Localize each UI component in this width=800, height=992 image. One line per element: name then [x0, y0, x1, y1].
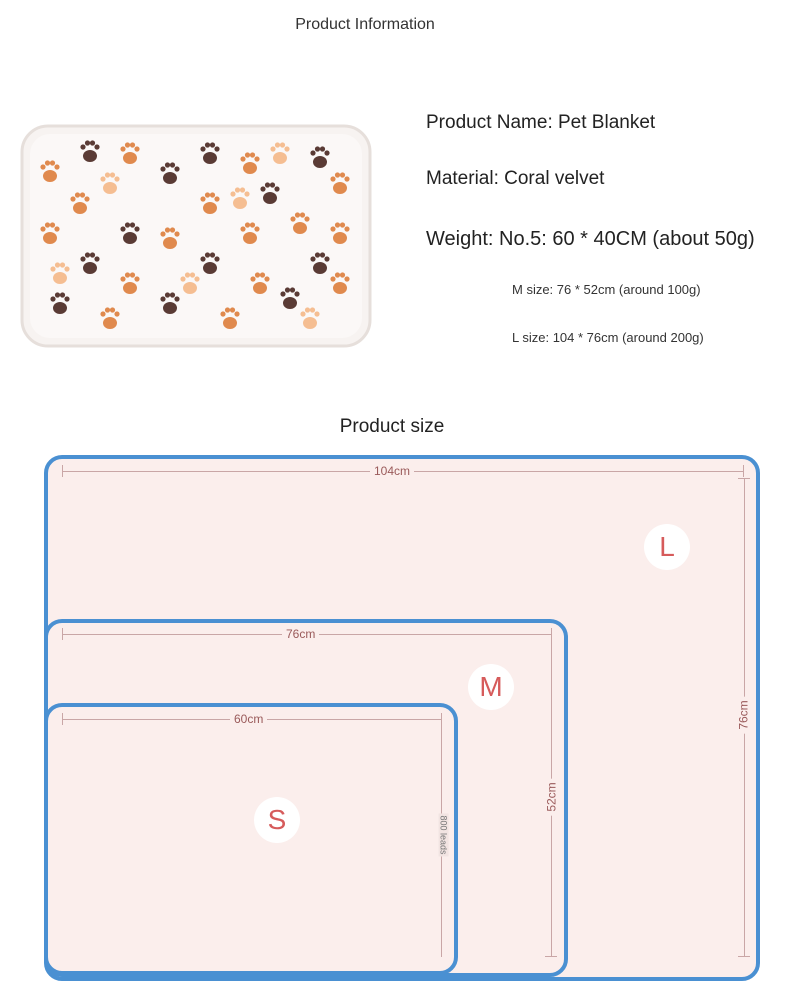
size-m-badge: M	[468, 664, 514, 710]
product-weight: Weight: No.5: 60 * 40CM (about 50g)	[426, 228, 755, 250]
l-size-info: L size: 104 * 76cm (around 200g)	[512, 330, 704, 345]
product-name: Product Name: Pet Blanket	[426, 112, 656, 133]
m-width-tick-right	[551, 628, 552, 640]
m-height-label: 52cm	[545, 778, 559, 815]
size-l-badge: L	[644, 524, 690, 570]
m-height-tick-bottom	[545, 956, 557, 957]
l-height-tick-top	[738, 478, 750, 479]
size-s-badge: S	[254, 797, 300, 843]
l-height-tick-bottom	[738, 956, 750, 957]
s-width-label: 60cm	[230, 712, 267, 726]
product-material: Material: Coral velvet	[426, 168, 605, 189]
s-height-note: 800 leads	[438, 815, 449, 855]
s-width-tick-left	[62, 713, 63, 725]
m-size-info: M size: 76 * 52cm (around 100g)	[512, 282, 701, 297]
l-height-label: 76cm	[737, 696, 751, 733]
m-width-tick-left	[62, 628, 63, 640]
l-width-tick-right	[743, 465, 744, 477]
m-width-label: 76cm	[282, 627, 319, 641]
size-s-frame	[44, 703, 458, 975]
s-width-tick-right	[441, 713, 442, 725]
pet-blanket-image	[20, 124, 372, 348]
l-width-label: 104cm	[370, 464, 414, 478]
l-width-tick-left	[62, 465, 63, 477]
page-title: Product Information	[295, 16, 435, 33]
product-size-title: Product size	[339, 416, 445, 437]
